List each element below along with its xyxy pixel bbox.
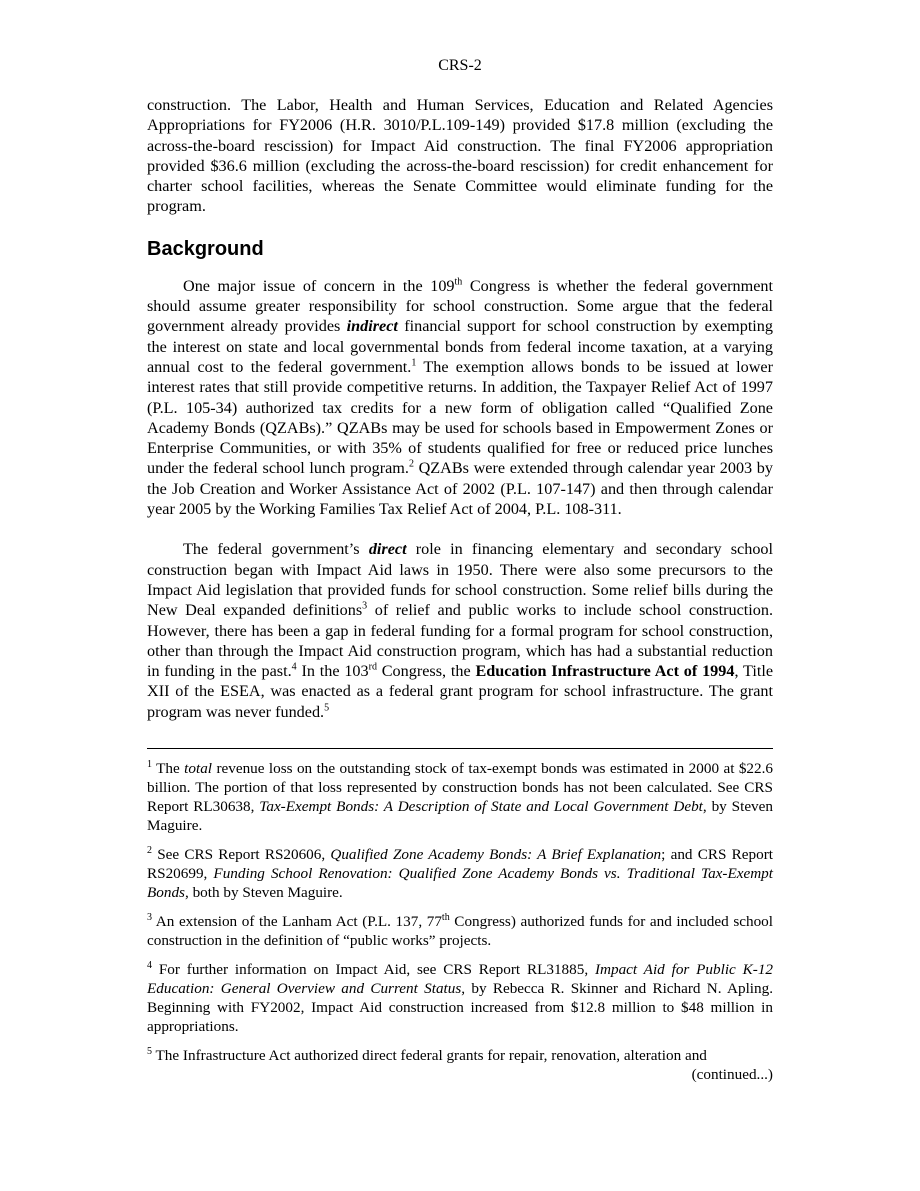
p2-text-d: In the 103 — [296, 662, 369, 681]
p1-text-e: QZABs were extended through calendar year 2003 by the Job Creation and Worker Assistance Act of 2002 (P.L. 107-147) and then through calendar year 2005 by the Working Families Tax Relief Act of 2004, P.L. 108-311. — [147, 459, 773, 519]
p2-text-c: of relief and public works to include school construction. However, there has been a gap in federal funding for a formal program for school construction, other than through the Impact Aid construction program, which has had a substantial reduction in funding in the past. — [147, 601, 773, 681]
fn3-text-b: Congress) authorized funds for and included school construction in the definition of “public works” projects. — [147, 913, 773, 950]
section-heading-background: Background — [147, 237, 264, 260]
p1-text-a: One major issue of concern in the 109 — [183, 276, 455, 295]
p1-text-b: Congress is whether the federal government should assume greater responsibility for school construction. Some argue that the federal government already provides — [147, 276, 773, 336]
p1-ordinal-sup: th — [454, 276, 463, 288]
fn1-em-report-title: Tax-Exempt Bonds: A Description of State and Local Government Debt — [259, 798, 703, 816]
fn4-em-report-title: Impact Aid for Public K-12 Education: General Overview and Current Status — [147, 961, 774, 998]
footnote-2-number: 2 — [147, 844, 152, 856]
fn2-text-a: See CRS Report RS20606, — [152, 846, 331, 864]
footnote-5 — [147, 1046, 773, 1065]
footnote-3 — [147, 912, 773, 950]
footnote-divider — [147, 748, 773, 749]
fn5-text-a: The Infrastructure Act authorized direct federal grants for repair, renovation, alteration and — [152, 1047, 707, 1065]
page-number-header: CRS-2 — [438, 57, 482, 74]
fn2-text-c: , both by Steven Maguire. — [184, 884, 343, 902]
footnote-5-number: 5 — [147, 1045, 152, 1057]
intro-paragraph: construction. The Labor, Health and Human Services, Education and Related Agencies Appropriations for FY2006 (H.R. 3010/P.L.109-149) provided $17.8 million (excluding the across-the-board rescission) for Impact Aid construction. The final FY2006 appropriation provided $36.6 million (excluding the across-the-board rescission) for credit enhancement for charter school facilities, whereas the Senate Committee would eliminate funding for the program. — [147, 96, 773, 216]
fn2-text-b: ; and CRS Report RS20699, — [147, 846, 773, 883]
page-body — [147, 95, 773, 1084]
fn3-text-a: An extension of the Lanham Act (P.L. 137, 77 — [152, 913, 442, 931]
p1-text-c: financial support for school construction by exempting the interest on state and local governmental bonds from federal income taxation, at a varying annual cost to the federal government. — [147, 317, 773, 376]
p1-text-d: The exemption allows bonds to be issued at lower interest rates that still provide competitive returns. In addition, the Taxpayer Relief Act of 1997 (P.L. 105-34) authorized tax credits for a new form of obligation called “Qualified Zone Academy Bonds (QZABs).” QZABs may be used for schools based in Empowerment Zones or Enterprise Communities, or with 35% of students qualified for free or reduced price lunches under the federal school lunch program. — [147, 357, 773, 478]
fn1-em-total: total — [184, 760, 213, 778]
p2-ordinal-sup: rd — [368, 661, 377, 673]
footnote-4 — [147, 960, 773, 1036]
footnote-ref-5[interactable]: 5 — [324, 702, 330, 714]
footnote-2 — [147, 845, 773, 902]
fn4-text-a: For further information on Impact Aid, see CRS Report RL31885, — [152, 961, 595, 979]
fn2-em-report-title-1: Qualified Zone Academy Bonds: A Brief Explanation — [330, 846, 662, 864]
fn1-text-a: The — [152, 760, 185, 778]
footnote-1-number: 1 — [147, 758, 152, 770]
body-paragraph-2 — [147, 539, 773, 722]
fn4-text-b: , by Rebecca R. Skinner and Richard N. Apling. Beginning with FY2002, Impact Aid construction increased from $12.8 million to $48 million in appropriations. — [147, 980, 773, 1036]
footnote-ref-4[interactable]: 4 — [291, 661, 297, 673]
footnote-3-number: 3 — [147, 911, 152, 923]
p2-strong-act-title: Education Infrastructure Act of 1994 — [475, 662, 735, 681]
body-paragraph-1 — [147, 276, 773, 520]
footnote-ref-1[interactable]: 1 — [411, 357, 417, 369]
footnote-ref-3[interactable]: 3 — [362, 600, 368, 612]
p2-text-a: The federal government’s — [183, 540, 369, 559]
footnote-4-number: 4 — [147, 959, 152, 971]
p2-text-f: , Title XII of the ESEA, was enacted as a federal grant program for school infrastructure. The grant program was never funded. — [147, 662, 774, 721]
fn1-text-b: revenue loss on the outstanding stock of tax-exempt bonds was estimated in 2000 at $22.6 billion. The portion of that loss represented by construction bonds has not been calculated. See CRS Report RL30638, — [147, 760, 773, 816]
fn3-ordinal-sup: th — [441, 911, 450, 923]
fn2-em-report-title-2: Funding School Renovation: Qualified Zone Academy Bonds vs. Traditional Tax-Exempt Bonds — [147, 865, 773, 902]
footnote-ref-2[interactable]: 2 — [408, 459, 414, 471]
fn1-text-c: , by Steven Maguire. — [147, 798, 773, 835]
p2-text-e: Congress, the — [376, 662, 476, 681]
footnote-continued-marker: (continued...) — [691, 1066, 773, 1084]
p2-emphasis-direct: direct — [368, 540, 407, 559]
p2-text-b: role in financing elementary and secondary school construction began with Impact Aid laws in 1950. There were also some precursors to the Impact Aid legislation that provided funds for school construction. Some relief bills during the New Deal expanded definitions — [147, 540, 774, 620]
p1-emphasis-indirect: indirect — [346, 317, 398, 336]
footnote-1 — [147, 759, 773, 835]
